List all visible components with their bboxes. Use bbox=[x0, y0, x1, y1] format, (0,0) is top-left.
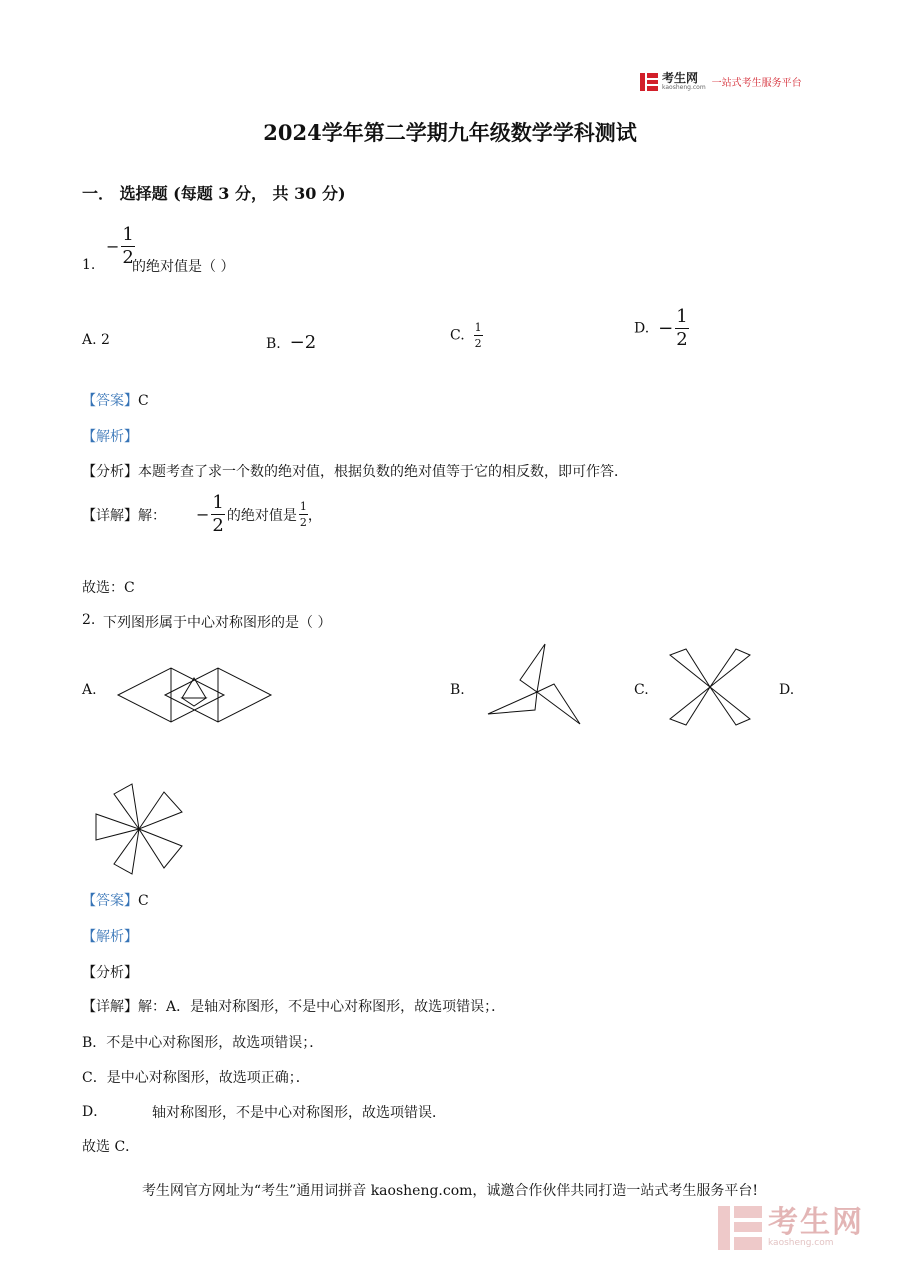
kaosheng-logo-icon bbox=[640, 73, 658, 91]
q2-answer: 【答案】C bbox=[82, 893, 149, 909]
q1-option-a: A. 2 bbox=[82, 332, 110, 348]
kaosheng-watermark-icon bbox=[718, 1206, 762, 1250]
q1-option-d: D. − $\frac{1}{2}$ bbox=[634, 306, 688, 350]
q2-figure-b bbox=[484, 640, 584, 728]
q2-analysis-label: 【解析】 bbox=[82, 929, 138, 945]
q2-detail-b: B．不是中心对称图形，故选项错误；． bbox=[82, 1035, 324, 1051]
q2-figure-d bbox=[92, 782, 188, 878]
q2-number: 2. bbox=[82, 612, 96, 628]
q2-fenxi-label: 【分析】 bbox=[82, 965, 138, 981]
q1-question-text: 的绝对值是（ ） bbox=[132, 259, 235, 275]
q1-option-b: B. −2 bbox=[266, 332, 317, 353]
watermark-url: kaosheng.com bbox=[768, 1238, 834, 1248]
q1-answer: 【答案】C bbox=[82, 393, 149, 409]
logo-url: kaosheng.com bbox=[662, 84, 706, 91]
q1-conclusion: 故选：C bbox=[82, 580, 135, 596]
logo-slogan: 一站式考生服务平台 bbox=[711, 78, 802, 89]
q1-fraction: − $\frac{1}{2}$ bbox=[106, 224, 134, 268]
q1-option-c: C. $\frac{1}{2}$ bbox=[450, 321, 482, 350]
q1-analysis-label: 【解析】 bbox=[82, 429, 138, 445]
q2-question-text: 下列图形属于中心对称图形的是（ ） bbox=[103, 615, 332, 631]
q2-option-c-label: C. bbox=[634, 682, 649, 698]
section-heading: 一． 选择题 (每题 3 分， 共 30 分) bbox=[82, 184, 346, 203]
q2-option-b-label: B. bbox=[450, 682, 465, 698]
q2-figure-c bbox=[666, 645, 754, 729]
header-logo bbox=[640, 72, 802, 91]
footer-text: 考生网官方网址为“考生”通用词拼音 kaosheng.com，诚邀合作伙伴共同打造一站式考生服务平台! bbox=[141, 1183, 759, 1199]
q1-frac-num: 1 bbox=[122, 224, 134, 245]
page-title: 2024学年第二学期九年级数学学科测试 bbox=[263, 120, 637, 145]
watermark-name: 考生网 bbox=[768, 1205, 864, 1240]
q2-detail-d: 轴对称图形，不是中心对称图形，故选项错误． bbox=[152, 1105, 446, 1121]
q1-fenxi: 【分析】本题考查了求一个数的绝对值，根据负数的绝对值等于它的相反数，即可作答． bbox=[82, 464, 628, 480]
q2-detail-d-label: D． bbox=[82, 1104, 108, 1120]
q2-figure-a bbox=[112, 662, 277, 728]
q1-detail: 【详解】 解： − $\frac{1}{2}$ 的绝对值是 $\frac{1}{2}$ ， bbox=[82, 492, 322, 536]
q2-conclusion: 故选 C． bbox=[82, 1139, 140, 1155]
q2-detail-a: 【详解】解：A．是轴对称图形，不是中心对称图形，故选项错误；． bbox=[82, 999, 506, 1015]
q2-detail-c: C．是中心对称图形，故选项正确；． bbox=[82, 1070, 310, 1086]
watermark bbox=[718, 1206, 864, 1250]
logo-name: 考生网 bbox=[662, 71, 699, 85]
q1-number: 1. bbox=[82, 257, 96, 273]
q2-option-a-label: A. bbox=[82, 682, 97, 698]
q1-frac-den: 2 bbox=[122, 247, 134, 268]
q2-option-d-label: D. bbox=[779, 682, 795, 698]
